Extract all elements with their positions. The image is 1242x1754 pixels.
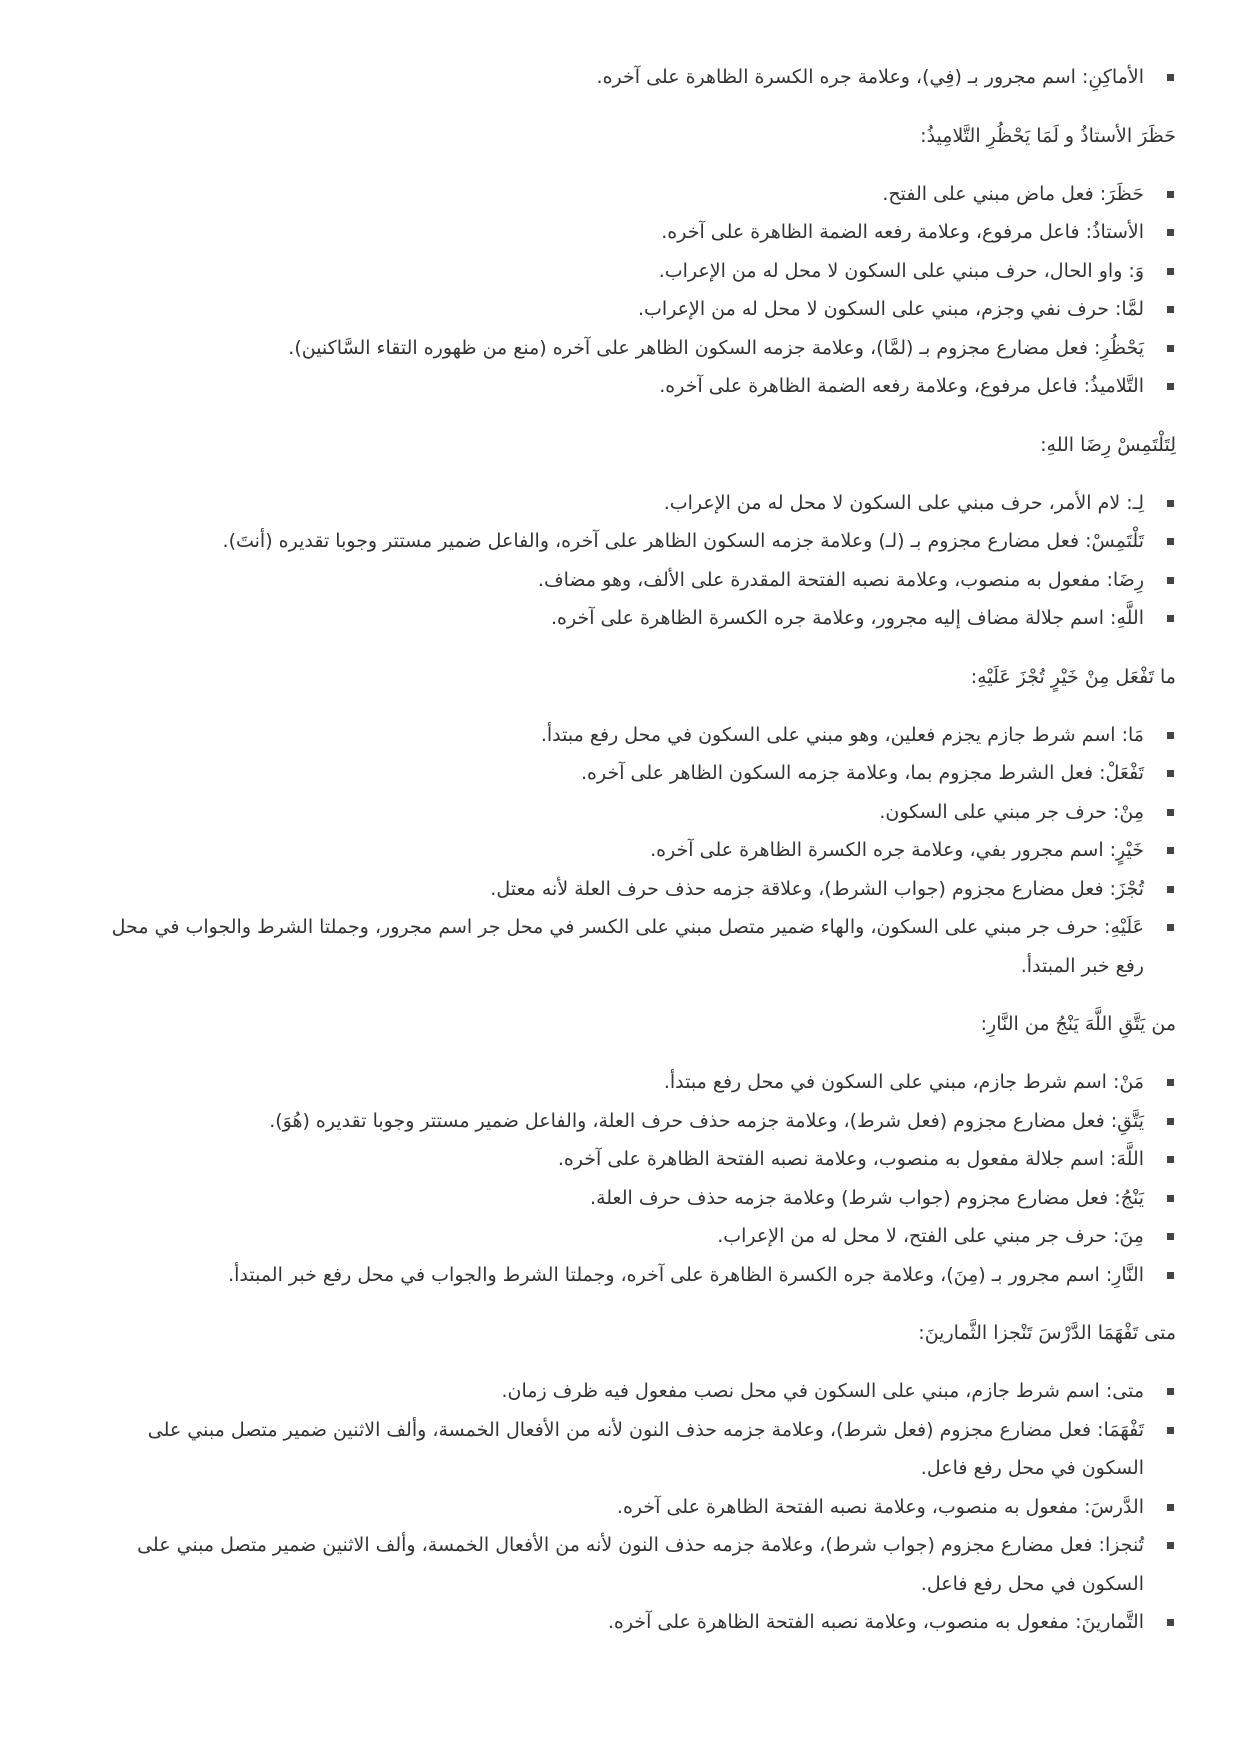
- section-intro: [80, 58, 1176, 97]
- list-item-text: يَنْجُ: فعل مضارع مجزوم (جواب شرط) وعلامة جزمه حذف حرف العلة.: [590, 1186, 1144, 1209]
- bullet-icon: [1167, 615, 1174, 622]
- bullet-icon: [1167, 1504, 1174, 1511]
- bullet-icon: [1167, 74, 1174, 81]
- list-item: [80, 484, 1176, 523]
- list-item: [80, 1140, 1176, 1179]
- bullet-icon: [1167, 770, 1174, 777]
- sentence-heading: ما تَفْعَل مِنْ خَيْرٍ تُجْزَ عَلَيْهِ:: [970, 665, 1176, 688]
- sentence-heading: متى تَفْهَمَا الدَّرْسَ تَنْجزا الثَّمارينَ:: [918, 1322, 1176, 1344]
- list-item-text: تُجْزَ: فعل مضارع مجزوم (جواب الشرط)، وعلاقة جزمه حذف حرف العلة لأنه معتل.: [490, 877, 1144, 900]
- bullet-icon: [1167, 1118, 1174, 1125]
- document-page: [80, 58, 1176, 1664]
- item-list: [80, 1372, 1176, 1642]
- list-item-text: مَا: اسم شرط جازم يجزم فعلين، وهو مبني على السكون في محل رفع مبتدأ.: [540, 723, 1144, 746]
- bullet-icon: [1167, 229, 1174, 236]
- bullet-icon: [1167, 1233, 1174, 1240]
- bullet-icon: [1167, 500, 1174, 507]
- list-item: [80, 599, 1176, 638]
- list-item: [80, 908, 1176, 985]
- list-item-text: خَيْرٍ: اسم مجرور بفي، وعلامة جره الكسرة الظاهرة على آخره.: [650, 839, 1144, 861]
- bullet-icon: [1167, 886, 1174, 893]
- bullet-icon: [1167, 1619, 1174, 1626]
- bullet-icon: [1167, 1542, 1174, 1549]
- list-item: [80, 1603, 1176, 1642]
- bullet-icon: [1167, 1427, 1174, 1434]
- list-item: [80, 561, 1176, 600]
- list-item: [80, 175, 1176, 214]
- bullet-icon: [1167, 383, 1174, 390]
- list-item-text: حَظَرَ: فعل ماض مبني على الفتح.: [882, 182, 1144, 205]
- list-item: [80, 1179, 1176, 1218]
- section-sentence-1: [80, 119, 1176, 406]
- list-item-text: مَنْ: اسم شرط جازم، مبني على السكون في محل رفع مبتدأ.: [663, 1071, 1144, 1093]
- list-item: [80, 1526, 1176, 1603]
- bullet-icon: [1167, 924, 1174, 931]
- item-list: [80, 58, 1176, 97]
- bullet-icon: [1167, 306, 1174, 313]
- sentence-heading: لِتَلْتَمِسْ رِضَا اللهِ:: [1040, 433, 1176, 456]
- list-item: [80, 1217, 1176, 1256]
- list-item: [80, 831, 1176, 870]
- list-item-text: مِنْ: حرف جر مبني على السكون.: [879, 800, 1144, 823]
- bullet-icon: [1167, 809, 1174, 816]
- item-list: [80, 175, 1176, 406]
- bullet-icon: [1167, 345, 1174, 352]
- list-item-text: لِـ: لام الأمر، حرف مبني على السكون لا محل له من الإعراب.: [663, 491, 1144, 514]
- list-item: [80, 1102, 1176, 1141]
- list-item-text: اللَّهَ: اسم جلالة مفعول به منصوب، وعلامة نصبه الفتحة الظاهرة على آخره.: [557, 1148, 1144, 1170]
- list-item-text: تُنجزا: فعل مضارع مجزوم (جواب شرط)، وعلامة جزمه حذف النون لأنه من الأفعال الخمسة، وألف الاثنين ضمير متصل مبني على السكون في محل رفع فاعل.: [137, 1534, 1144, 1595]
- list-item-text: عَلَيْهِ: حرف جر مبني على السكون، والهاء ضمير متصل مبني على الكسر في محل جر اسم مجرور، وجملتا الشرط والجواب في محل رفع خبر المبتدأ.: [111, 916, 1144, 977]
- list-item-text: يَتَّقِ: فعل مضارع مجزوم (فعل شرط)، وعلامة جزمه حذف حرف العلة، والفاعل ضمير مستتر وجوبا تقديره (هُوَ).: [269, 1109, 1144, 1132]
- list-item: [80, 522, 1176, 561]
- bullet-icon: [1167, 1079, 1174, 1086]
- list-item-text: تَفْعَلْ: فعل الشرط مجزوم بما، وعلامة جزمه السكون الظاهر على آخره.: [580, 762, 1144, 784]
- list-item: [80, 252, 1176, 291]
- list-item: [80, 1256, 1176, 1295]
- list-item: [80, 793, 1176, 832]
- bullet-icon: [1167, 538, 1174, 545]
- list-item: [80, 716, 1176, 755]
- bullet-icon: [1167, 577, 1174, 584]
- list-item-text: يَحْظُرِ: فعل مضارع مجزوم بـ (لمَّا)، وعلامة جزمه السكون الظاهر على آخره (منع من ظهوره التقاء السَّاكنين).: [288, 336, 1144, 359]
- sentence-heading: من يَتَّقِ اللَّهَ يَنْجُ من النَّارِ:: [980, 1013, 1176, 1035]
- list-item: [80, 290, 1176, 329]
- list-item: [80, 213, 1176, 252]
- list-item-text: رِضَا: مفعول به منصوب، وعلامة نصبه الفتحة المقدرة على الألف، وهو مضاف.: [537, 568, 1144, 591]
- list-item-text: تَلْتَمِسْ: فعل مضارع مجزوم بـ (لـ) وعلامة جزمه السكون الظاهر على آخره، والفاعل ضمير مستتر وجوبا تقديره (أنتَ).: [222, 530, 1144, 552]
- section-sentence-3: [80, 660, 1176, 986]
- section-sentence-4: [80, 1007, 1176, 1294]
- bullet-icon: [1167, 1195, 1174, 1202]
- list-item-text: اللَّهِ: اسم جلالة مضاف إليه مجرور، وعلامة جره الكسرة الظاهرة على آخره.: [550, 607, 1144, 629]
- list-item: [80, 1063, 1176, 1102]
- list-item-text: الأستاذُ: فاعل مرفوع، وعلامة رفعه الضمة الظاهرة على آخره.: [661, 221, 1144, 243]
- list-item-text: التَّلاميذُ: فاعل مرفوع، وعلامة رفعه الضمة الظاهرة على آخره.: [659, 375, 1144, 397]
- bullet-icon: [1167, 191, 1174, 198]
- bullet-icon: [1167, 1156, 1174, 1163]
- list-item-text: التَّمارينَ: مفعول به منصوب، وعلامة نصبه الفتحة الظاهرة على آخره.: [607, 1611, 1144, 1633]
- list-item: [80, 367, 1176, 406]
- item-list: [80, 484, 1176, 638]
- item-list: [80, 716, 1176, 986]
- list-item: [80, 1372, 1176, 1411]
- list-item: [80, 58, 1176, 97]
- list-item-text: لمَّا: حرف نفي وجزم، مبني على السكون لا محل له من الإعراب.: [637, 298, 1144, 320]
- list-item: [80, 1488, 1176, 1527]
- bullet-icon: [1167, 847, 1174, 854]
- list-item-text: متى: اسم شرط جازم، مبني على السكون في محل نصب مفعول فيه ظرف زمان.: [501, 1380, 1144, 1402]
- bullet-icon: [1167, 1388, 1174, 1395]
- sentence-heading: حَظَرَ الأستاذُ و لَمَا يَحْظُرِ التَّلامِيذُ:: [920, 124, 1176, 147]
- bullet-icon: [1167, 732, 1174, 739]
- bullet-icon: [1167, 268, 1174, 275]
- list-item: [80, 754, 1176, 793]
- bullet-icon: [1167, 1272, 1174, 1279]
- section-sentence-2: [80, 428, 1176, 638]
- section-sentence-5: [80, 1316, 1176, 1642]
- item-list: [80, 1063, 1176, 1294]
- list-item: [80, 329, 1176, 368]
- list-item-text: النَّارِ: اسم مجرور بـ (مِنَ)، وعلامة جره الكسرة الظاهرة على آخره، وجملتا الشرط والجواب في محل رفع خبر المبتدأ.: [228, 1263, 1144, 1286]
- list-item-text: مِنَ: حرف جر مبني على الفتح، لا محل له من الإعراب.: [717, 1225, 1144, 1247]
- list-item-text: الأماكِنِ: اسم مجرور بـ (فِي)، وعلامة جره الكسرة الظاهرة على آخره.: [596, 66, 1144, 88]
- list-item: [80, 870, 1176, 909]
- list-item-text: تَفْهَمَا: فعل مضارع مجزوم (فعل شرط)، وعلامة جزمه حذف النون لأنه من الأفعال الخمسة، وألف الاثنين ضمير متصل مبني على السكون في محل رفع فاعل.: [147, 1418, 1144, 1479]
- list-item-text: الدَّرسَ: مفعول به منصوب، وعلامة نصبه الفتحة الظاهرة على آخره.: [616, 1495, 1144, 1518]
- list-item: [80, 1411, 1176, 1488]
- list-item-text: وَ: واو الحال، حرف مبني على السكون لا محل له من الإعراب.: [658, 259, 1144, 282]
